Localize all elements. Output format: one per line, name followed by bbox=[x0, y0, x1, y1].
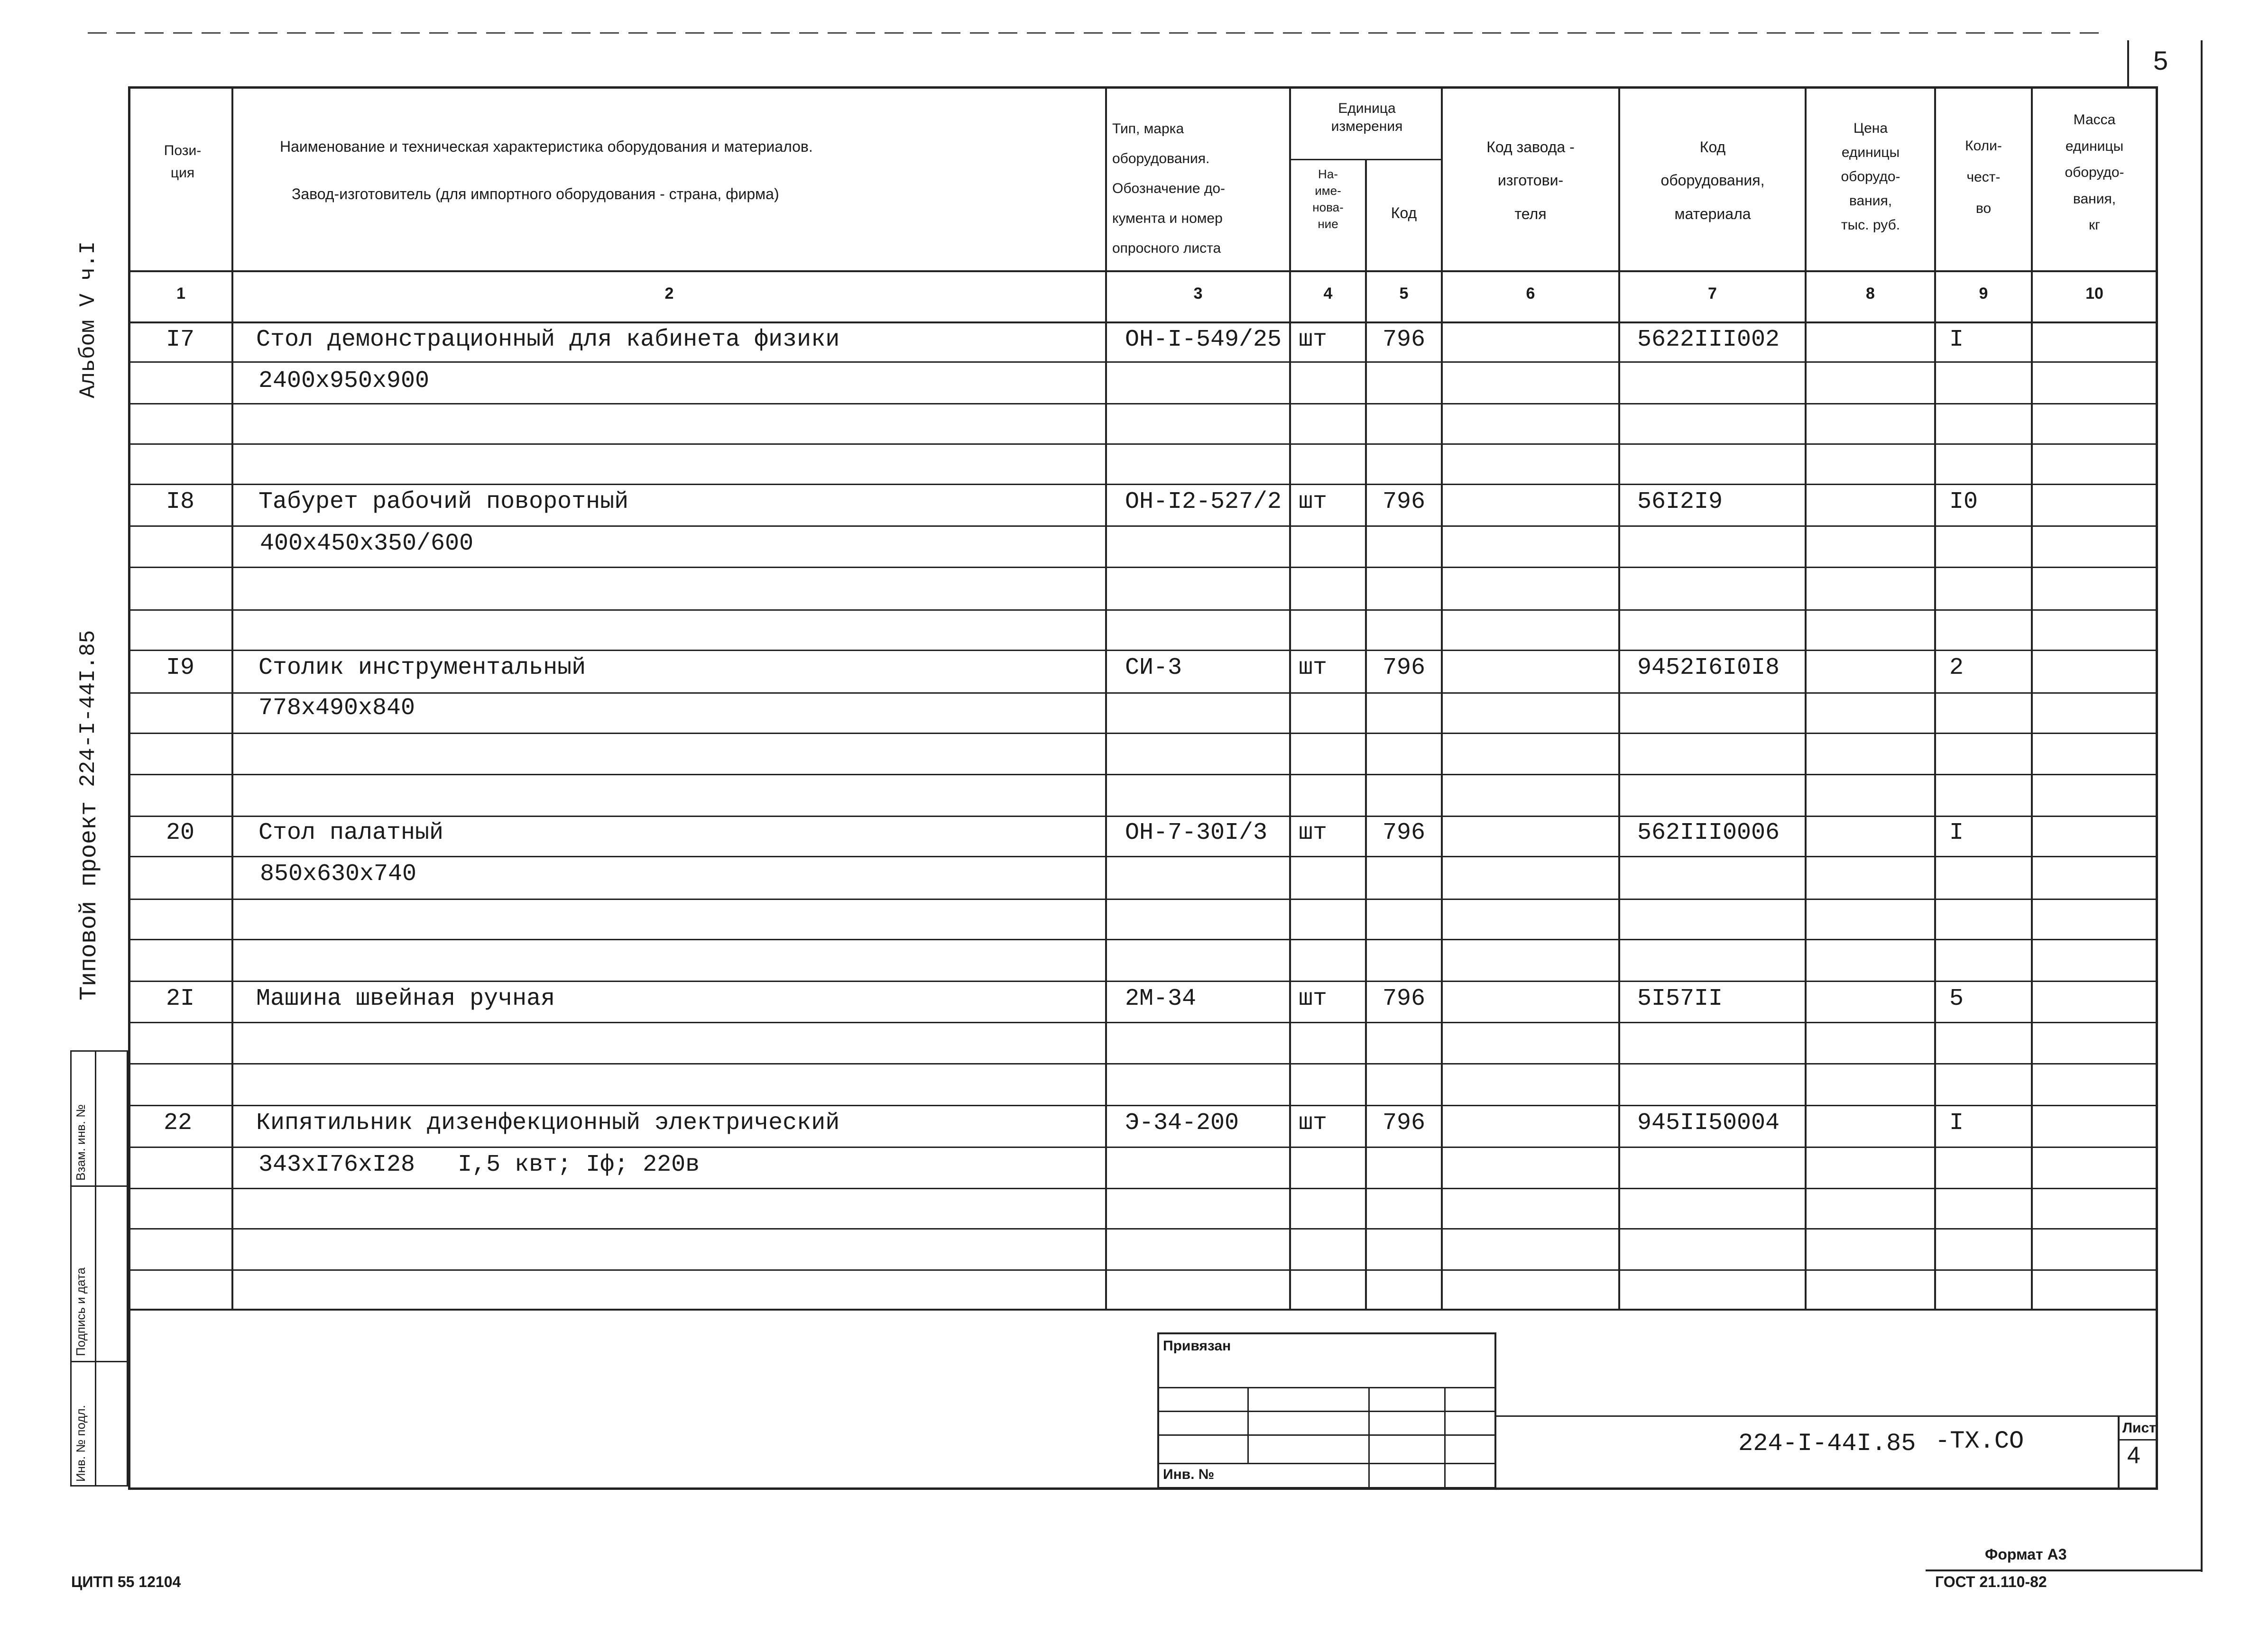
row-dimensions: 2400x950x900 bbox=[258, 367, 430, 395]
row-type: СИ-3 bbox=[1125, 654, 1182, 681]
row-position: I7 bbox=[166, 326, 195, 353]
header-name-line1: Наименование и техническая характеристика оборудования и материалов. bbox=[280, 138, 813, 155]
top-sheet-number: 5 bbox=[2153, 46, 2168, 75]
row-type: Э-34-200 bbox=[1125, 1110, 1239, 1137]
row-equipment-code: 5622III002 bbox=[1637, 326, 1780, 353]
row-quantity: 2 bbox=[1949, 654, 1964, 681]
sheet-number: 4 bbox=[2127, 1442, 2140, 1468]
colnum-8: 8 bbox=[1866, 285, 1875, 303]
row-equipment-code: 5I57II bbox=[1637, 985, 1723, 1012]
row-unit: шт bbox=[1299, 326, 1328, 353]
row-equipment-code: 9452I6I0I8 bbox=[1637, 654, 1780, 681]
row-position: 2I bbox=[166, 985, 195, 1012]
row-quantity: I0 bbox=[1949, 488, 1978, 515]
header-quantity: Коли- чест- во bbox=[1965, 138, 2002, 216]
row-equipment-code: 562III0006 bbox=[1637, 819, 1780, 846]
row-unit-code: 796 bbox=[1383, 985, 1426, 1012]
header-name-line2: Завод-изготовитель (для импортного оборудования - страна, фирма) bbox=[292, 185, 779, 202]
row-type: ОН-I2-527/2 bbox=[1125, 488, 1282, 515]
row-dimensions: 400x450x350/600 bbox=[260, 530, 474, 557]
header-type: Тип, марка оборудования. Обозначение до- кумента и номер опросного листа bbox=[1112, 121, 1226, 256]
row-unit-code: 796 bbox=[1383, 819, 1426, 846]
linked-stamp-label: Привязан bbox=[1163, 1338, 1231, 1354]
side-stamp-field-0: Взам. инв. № bbox=[74, 1104, 88, 1181]
colnum-10: 10 bbox=[2085, 285, 2103, 303]
colnum-9: 9 bbox=[1979, 285, 1988, 303]
row-name: Стол демонстрационный для кабинета физики bbox=[256, 326, 840, 353]
row-unit: шт bbox=[1299, 1110, 1328, 1137]
row-dimensions: 343xI76xI28 I,5 квт; Iф; 220в bbox=[258, 1151, 700, 1178]
row-type: ОН-I-549/25 bbox=[1125, 326, 1282, 353]
document-code: 224-I-44I.85 bbox=[1738, 1430, 1916, 1458]
row-dimensions: 778x490x840 bbox=[258, 695, 415, 722]
row-dimensions: 850x630x740 bbox=[260, 861, 417, 888]
row-quantity: I bbox=[1949, 326, 1964, 353]
row-unit-code: 796 bbox=[1383, 654, 1426, 681]
row-name: Машина швейная ручная bbox=[256, 985, 555, 1012]
row-position: I9 bbox=[166, 654, 195, 681]
side-stamp-field-1: Подпись и дата bbox=[74, 1267, 88, 1356]
sheet-label: Лист bbox=[2122, 1420, 2156, 1436]
header-unit-group: Единица измерения bbox=[1331, 101, 1403, 134]
document-suffix: -ТХ.СО bbox=[1935, 1427, 2024, 1455]
footer-format: Формат А3 bbox=[1985, 1546, 2067, 1563]
side-stamp-field-2: Инв. № подл. bbox=[74, 1405, 88, 1482]
row-unit-code: 796 bbox=[1383, 488, 1426, 515]
header-price: Цена единицы оборудо- вания, тыс. руб. bbox=[1841, 120, 1900, 233]
footer-left-code: ЦИТП 55 12104 bbox=[71, 1573, 181, 1590]
row-type: 2М-34 bbox=[1125, 985, 1197, 1012]
outer-bottom bbox=[1926, 1569, 2203, 1571]
colnum-6: 6 bbox=[1526, 285, 1535, 303]
row-unit-code: 796 bbox=[1383, 1110, 1426, 1137]
row-equipment-code: 56I2I9 bbox=[1637, 488, 1723, 515]
side-project-code: 224-I-44I.85 bbox=[76, 630, 101, 787]
row-position: I8 bbox=[166, 488, 195, 515]
row-name: Кипятильник дизенфекционный электрический bbox=[256, 1110, 840, 1137]
header-equipment-code: Код оборудования, материала bbox=[1660, 138, 1765, 222]
row-name: Столик инструментальный bbox=[258, 654, 586, 681]
header-unit-name: На- име- нова- ние bbox=[1312, 167, 1344, 231]
row-position: 20 bbox=[166, 819, 195, 846]
row-position: 22 bbox=[164, 1110, 193, 1137]
row-unit: шт bbox=[1299, 985, 1328, 1012]
row-quantity: 5 bbox=[1949, 985, 1964, 1012]
row-equipment-code: 945II50004 bbox=[1637, 1110, 1780, 1137]
row-quantity: I bbox=[1949, 819, 1964, 846]
row-name: Стол палатный bbox=[258, 819, 444, 846]
colnum-7: 7 bbox=[1708, 285, 1717, 303]
header-mass: Масса единицы оборудо- вания, кг bbox=[2065, 112, 2124, 233]
colnum-1: 1 bbox=[176, 285, 185, 303]
outer-right bbox=[2201, 40, 2203, 1572]
row-unit: шт bbox=[1299, 488, 1328, 515]
row-unit-code: 796 bbox=[1383, 326, 1426, 353]
row-unit: шт bbox=[1299, 819, 1328, 846]
row-name: Табурет рабочий поворотный bbox=[258, 488, 629, 515]
frame-bottom bbox=[128, 1487, 2158, 1490]
header-unit-code: Код bbox=[1391, 204, 1417, 221]
footer-gost: ГОСТ 21.110-82 bbox=[1935, 1573, 2047, 1590]
header-position: Пози- ция bbox=[164, 143, 202, 181]
row-quantity: I bbox=[1949, 1110, 1964, 1137]
colnum-2: 2 bbox=[664, 285, 674, 303]
row-unit: шт bbox=[1299, 654, 1328, 681]
header-factory-code: Код завода - изготови- теля bbox=[1486, 138, 1575, 222]
colnum-4: 4 bbox=[1323, 285, 1333, 303]
frame-top bbox=[128, 86, 2158, 89]
colnum-3: 3 bbox=[1193, 285, 1203, 303]
row-type: ОН-7-30I/3 bbox=[1125, 819, 1268, 846]
side-project-type: Типовой проект bbox=[76, 801, 103, 1000]
side-album-label: Альбом V ч.I bbox=[76, 241, 101, 398]
frame-top-dashed bbox=[88, 32, 2108, 34]
inventory-number-label: Инв. № bbox=[1163, 1467, 1215, 1482]
colnum-5: 5 bbox=[1399, 285, 1409, 303]
